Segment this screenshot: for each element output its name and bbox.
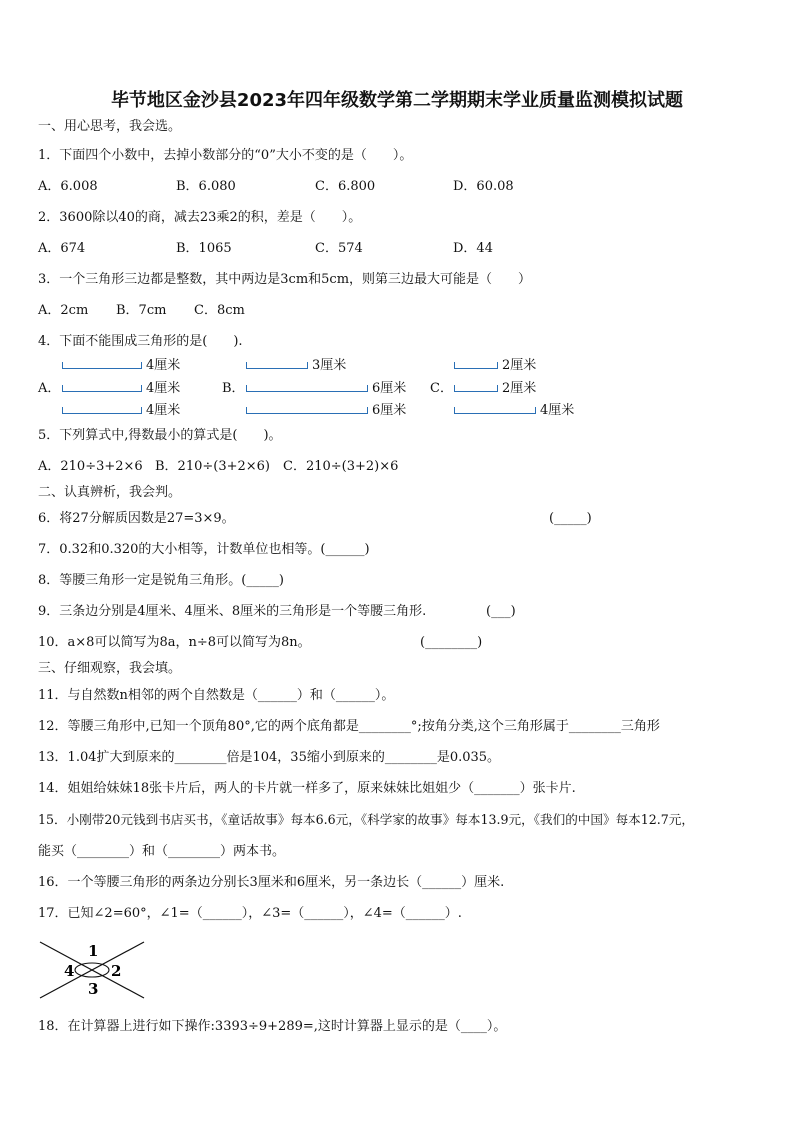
q4-b-segment-3-label: 6厘米 <box>372 403 407 418</box>
question-13: 13．1.04扩大到原来的________倍是104，35缩小到原来的________是0.035。 <box>38 750 501 765</box>
q9-answer-blank[interactable]: (___) <box>486 604 516 619</box>
q4-c-segment-3 <box>454 407 536 414</box>
angle-label-3: 3 <box>88 980 99 998</box>
angle-label-2: 2 <box>111 962 122 980</box>
angle-label-4: 4 <box>64 962 75 980</box>
q1-option-a[interactable]: A．6.008 <box>38 179 98 194</box>
question-1: 1．下面四个小数中，去掉小数部分的“0”大小不变的是（ ）。 <box>38 148 413 163</box>
q10-answer-blank[interactable]: (________) <box>420 635 483 650</box>
q4-b-segment-1-label: 3厘米 <box>312 358 347 373</box>
q4-a-segment-1-label: 4厘米 <box>146 358 181 373</box>
q4-a-segment-2 <box>62 385 142 392</box>
section-heading-3: 三、仔细观察，我会填。 <box>38 661 182 676</box>
question-6: 6．将27分解质因数是27=3×9。 <box>38 511 235 526</box>
question-2: 2．3600除以40的商，减去23乘2的积，差是（ ）。 <box>38 210 362 225</box>
question-14: 14．姐姐给妹妹18张卡片后，两人的卡片就一样多了，原来妹妹比姐姐少（_______）张卡片. <box>38 781 576 796</box>
q1-option-c[interactable]: C．6.800 <box>315 179 376 194</box>
q2-option-b[interactable]: B．1065 <box>176 241 232 256</box>
question-9: 9．三条边分别是4厘米、4厘米、8厘米的三角形是一个等腰三角形. <box>38 604 427 619</box>
q3-option-b[interactable]: B．7cm <box>116 303 167 318</box>
question-18: 18．在计算器上进行如下操作:3393÷9+289=,这时计算器上显示的是（____）。 <box>38 1019 507 1034</box>
q4-c-segment-1 <box>454 362 498 369</box>
section-heading-1: 一、用心思考，我会选。 <box>38 119 182 134</box>
q4-option-b-label[interactable]: B． <box>222 381 245 396</box>
question-7: 7．0.32和0.320的大小相等，计数单位也相等。(______) <box>38 542 370 557</box>
intersecting-lines-figure <box>36 938 148 1002</box>
q4-c-segment-2 <box>454 385 498 392</box>
q4-b-segment-2-label: 6厘米 <box>372 381 407 396</box>
q4-b-segment-1 <box>246 362 308 369</box>
question-15-line-1: 15．小刚带20元钱到书店买书，《童话故事》每本6.6元，《科学家的故事》每本13.9元，《我们的中国》每本12.7元， <box>38 812 694 827</box>
question-17: 17．已知∠2=60°，∠1=（______），∠3=（______），∠4=（______）. <box>38 906 462 921</box>
question-16: 16．一个等腰三角形的两条边分别长3厘米和6厘米，另一条边长（______）厘米. <box>38 875 505 890</box>
question-5: 5．下列算式中,得数最小的算式是( )。 <box>38 428 282 443</box>
q4-c-segment-2-label: 2厘米 <box>502 381 537 396</box>
q4-a-segment-3 <box>62 407 142 414</box>
q5-option-a[interactable]: A．210÷3+2×6 <box>38 459 143 474</box>
question-4: 4．下面不能围成三角形的是( ). <box>38 334 243 349</box>
q4-b-segment-2 <box>246 385 368 392</box>
q4-option-c-label[interactable]: C． <box>430 381 453 396</box>
q6-answer-blank[interactable]: (_____) <box>549 511 592 526</box>
q4-b-segment-3 <box>246 407 368 414</box>
page-title: 毕节地区金沙县2023年四年级数学第二学期期末学业质量监测模拟试题 <box>110 90 684 111</box>
q3-option-c[interactable]: C．8cm <box>194 303 245 318</box>
q1-option-b[interactable]: B．6.080 <box>176 179 236 194</box>
q4-c-segment-3-label: 4厘米 <box>540 403 575 418</box>
q4-a-segment-2-label: 4厘米 <box>146 381 181 396</box>
q2-option-d[interactable]: D．44 <box>453 241 493 256</box>
question-15-line-2: 能买（________）和（________）两本书。 <box>38 844 286 859</box>
question-12: 12．等腰三角形中,已知一个顶角80°,它的两个底角都是________°;按角分类,这个三角形属于________三角形 <box>38 719 660 734</box>
q4-a-segment-3-label: 4厘米 <box>146 403 181 418</box>
q5-option-b[interactable]: B．210÷(3+2×6) <box>155 459 271 474</box>
q1-option-d[interactable]: D．60.08 <box>453 179 514 194</box>
question-10: 10．a×8可以简写为8a，n÷8可以简写为8n。 <box>38 635 311 650</box>
q4-a-segment-1 <box>62 362 142 369</box>
angle-label-1: 1 <box>88 942 99 960</box>
q2-option-a[interactable]: A．674 <box>38 241 86 256</box>
question-11: 11．与自然数n相邻的两个自然数是（______）和（______）。 <box>38 688 395 703</box>
question-3: 3．一个三角形三边都是整数，其中两边是3cm和5cm，则第三边最大可能是（ ） <box>38 272 532 287</box>
q4-c-segment-1-label: 2厘米 <box>502 358 537 373</box>
q2-option-c[interactable]: C．574 <box>315 241 363 256</box>
question-8: 8．等腰三角形一定是锐角三角形。(_____) <box>38 573 284 588</box>
q3-option-a[interactable]: A．2cm <box>38 303 89 318</box>
q5-option-c[interactable]: C．210÷(3+2)×6 <box>283 459 399 474</box>
section-heading-2: 二、认真辨析，我会判。 <box>38 485 182 500</box>
q4-option-a-label[interactable]: A． <box>38 381 61 396</box>
